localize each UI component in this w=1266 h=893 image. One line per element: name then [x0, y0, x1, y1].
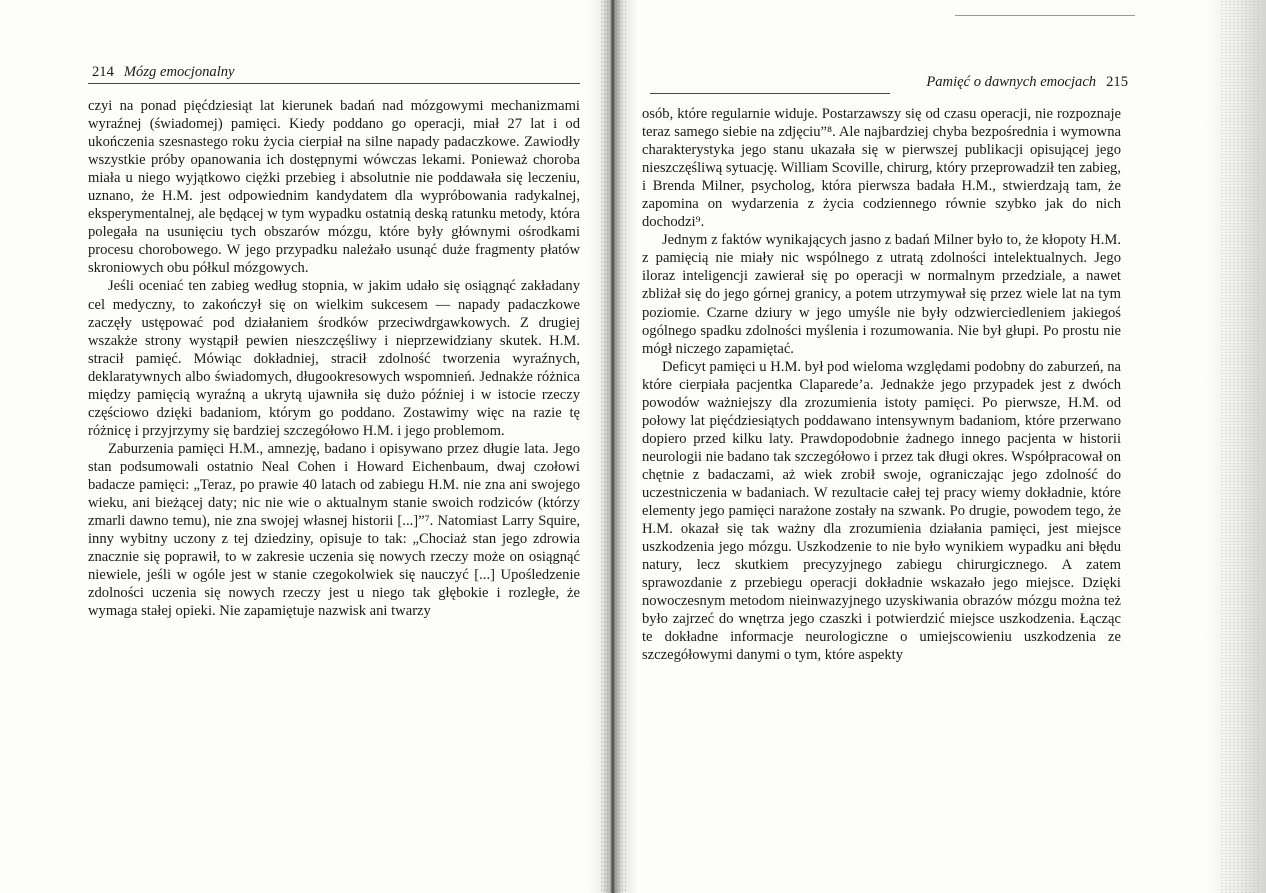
- top-edge-rule: [955, 15, 1135, 16]
- left-running-title: Mózg emocjonalny: [123, 64, 235, 80]
- right-page-number: 215: [1106, 74, 1128, 90]
- right-paragraph-1: osób, które regularnie widuje. Postarzawszy się od czasu operacji, nie rozpoznaje teraz samego siebie na zdjęciu”⁸. Ale najbardziej chyba bezpośrednia i wymowna charakterystyka jego stanu ukazała się w pierwszej publikacji opisującej jego nieszczęśliwą sytuację. William Scoville, chirurg, który przeprowadził ten zabieg, i Brenda Milner, psycholog, która pierwsza badała H.M., stwierdzają tam, że zapomina on wydarzenia z życia codziennego równie szybko jak do nich dochodzi⁹.: [642, 106, 1121, 231]
- right-page-body: [642, 105, 1121, 664]
- left-header-rule: [88, 83, 580, 84]
- left-paragraph-3: Zaburzenia pamięci H.M., amnezję, badano i opisywano przez długie lata. Jego stan podsumowali ostatnio Neal Cohen i Howard Eichenbaum, dwaj czołowi badacze pamięci: „Teraz, po prawie 40 latach od zabiegu H.M. nie zna ani swojego wieku, ani bieżącej daty; nic nie wie o aktualnym stanie swoich rodziców (którzy zmarli dawno temu), nie zna swojej własnej historii [...]”⁷. Natomiast Larry Squire, inny wybitny uczony z tej dziedziny, opisuje to tak: „Chociaż stan jego zdrowia znacznie się poprawił, to w zakresie uczenia się nowych rzeczy może on osiągnąć niewiele, jeśli w ogóle jest w stanie czegokolwiek się nauczyć [...] Upośledzenie zdolności uczenia się nowych rzeczy jest u niego tak głębokie i rozległe, że wymaga stałej opieki. Nie zapamiętuje nazwisk ani twarzy: [88, 440, 580, 620]
- gutter-texture: [600, 0, 626, 893]
- right-page-header: [896, 74, 1128, 91]
- left-page-body: [88, 97, 580, 620]
- left-paragraph-1: czyi na ponad pięćdziesiąt lat kierunek badań nad mózgowymi mechanizmami wyraźnej (świadomej) pamięci. Kiedy poddano go operacji, miał 27 lat i od ukończenia szesnastego roku życia cierpiał na silne napady padaczkowe. Zawiodły wszystkie próby opanowania ich dostępnymi wówczas lekami. Ponieważ choroba miała u niego wyjątkowo ciężki przebieg i absolutnie nie poddawała się leczeniu, uznano, że H.M. jest odpowiednim kandydatem dla wypróbowania radykalnej, eksperymentalnej, ale będącej w tym wypadku ostatnią deską ratunku metody, która polegała na usunięciu tych obszarów mózgu, które były głównymi ośrodkami procesu chorobowego. W jego przypadku należało usunąć duże fragmenty płatów skroniowych obu półkul mózgowych.: [88, 98, 580, 277]
- left-paragraph-2: Jeśli oceniać ten zabieg według stopnia, w jakim udało się osiągnąć zakładany cel medyczny, to zakończył się on wielkim sukcesem — napady padaczkowe zaczęły ustępować pod działaniem środków przeciwdrgawkowych. Z drugiej wszakże strony wystąpił pewien nieszczęśliwy i nieprzewidziany skutek. H.M. stracił pamięć. Mówiąc dokładniej, stracił zdolność tworzenia wyraźnych, deklaratywnych albo świadomych, długookresowych wspomnień. Jednakże różnica między pamięcią wyraźną a ukrytą ujawniła się dużo później i w istocie rzeczy częściowo dzięki badaniom, którym go poddano. Zostawimy więc na razie tę różnicę i przyjrzymy się bardziej szczegółowo H.M. i jego problemom.: [88, 278, 580, 439]
- page-edge-texture: [1220, 0, 1260, 893]
- right-header-rule: [650, 93, 890, 94]
- right-running-title: Pamięć o dawnych emocjach: [926, 74, 1097, 90]
- left-page-header: [92, 64, 235, 81]
- left-page-number: 214: [92, 64, 114, 80]
- right-paragraph-3: Deficyt pamięci u H.M. był pod wieloma względami podobny do zaburzeń, na które cierpiała pacjentka Claparede’a. Jednakże jego przypadek jest z dwóch powodów ważniejszy dla zrozumienia istoty pamięci. Po pierwsze, H.M. od połowy lat pięćdziesiątych poddawano intensywnym badaniom, które przerwano dopiero przed kilku laty. Prawdopodobnie żadnego innego pacjenta w historii neurologii nie badano tak szczegółowo i przez tak długi okres. Współpracował on chętnie z badaczami, aż wiek zrobił swoje, ograniczając jego zdolność do uczestniczenia w badaniach. W rezultacie całej tej pracy wiemy dokładnie, które elementy jego pamięci narażone zostały na szwank. Po drugie, powodem tego, że H.M. okazał się tak ważny dla zrozumienia działania pamięci, jest miejsce uszkodzenia jego mózgu. Uszkodzenie to nie było wynikiem wypadku ani błędu natury, lecz skutkiem precyzyjnego zabiegu chirurgicznego. A zatem sprawozdanie z przebiegu operacji dokładnie wskazało jego miejsce. Dzięki nowoczesnym metodom nieinwazyjnego uzyskiwania obrazów mózgu można też było zajrzeć do wnętrza jego czaszki i potwierdzić miejsce uszkodzenia. Łącząc te dokładne informacje neurologiczne o umiejscowieniu uszkodzenia ze szczegółowymi danymi o tym, które aspekty: [642, 358, 1121, 664]
- right-paragraph-2: Jednym z faktów wynikających jasno z badań Milner było to, że kłopoty H.M. z pamięcią nie miały nic wspólnego z utratą zdolności intelektualnych. Jego iloraz inteligencji zawierał się po operacji w normalnym przedziale, a nawet zbliżał się do jego górnej granicy, a potem utrzymywał się przez wiele lat na tym poziomie. Czarne dziury w jego umyśle nie były odzwierciedleniem jakiegoś ogólnego spadku zdolności myślenia i rozumowania. Nie był głupi. Po prostu nie mógł niczego zapamiętać.: [642, 232, 1121, 357]
